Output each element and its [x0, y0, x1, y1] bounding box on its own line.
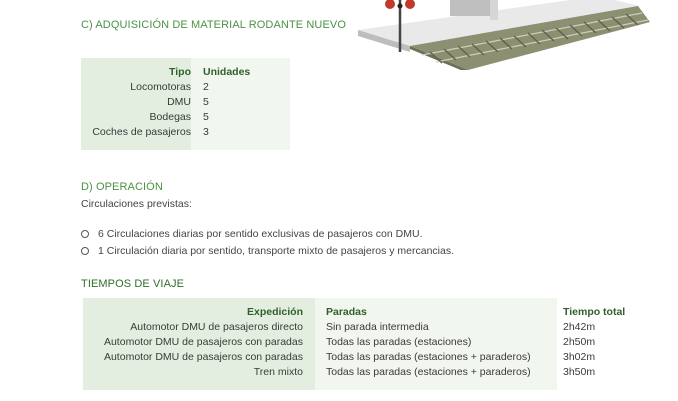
table-cell: 2h50m — [563, 336, 596, 348]
bullet-icon — [81, 247, 89, 255]
table-cell: Sin parada intermedia — [326, 321, 429, 333]
table-cell: Automotor DMU de pasajeros directo — [130, 321, 303, 333]
list-item-text: 6 Circulaciones diarias por sentido exclusivas de pasajeros con DMU. — [98, 228, 423, 240]
table-cell: 3 — [203, 126, 209, 138]
circulations-label: Circulaciones previstas: — [81, 198, 192, 210]
section-c-title: C) ADQUISICIÓN DE MATERIAL RODANTE NUEVO — [81, 19, 346, 31]
table-cell: Automotor DMU de pasajeros con paradas — [103, 351, 303, 363]
list-item — [81, 244, 454, 261]
rolling-stock-table — [81, 58, 290, 150]
header-unidades: Unidades — [203, 66, 251, 78]
table-cell: DMU — [167, 96, 191, 108]
table-cell: 3h50m — [563, 366, 596, 378]
travel-times-table — [83, 298, 626, 390]
table-cell: 3h02m — [563, 351, 596, 363]
list-item — [81, 227, 454, 244]
table-cell: Todas las paradas (estaciones + paraderos) — [326, 366, 531, 378]
list-item-text: 1 Circulación diaria por sentido, transporte mixto de pasajeros y mercancias. — [98, 245, 455, 257]
table-cell: Todas las paradas (estaciones) — [326, 336, 472, 348]
header-tiempo-total: Tiempo total — [563, 306, 626, 318]
header-paradas: Paradas — [326, 306, 367, 318]
bullet-icon — [81, 230, 89, 238]
table-cell: Bodegas — [149, 111, 191, 123]
table-cell: 2 — [203, 81, 209, 93]
circulations-list — [81, 227, 454, 261]
header-expedicion: Expedición — [246, 306, 303, 318]
header-tipo: Tipo — [169, 66, 191, 78]
table-cell: Coches de pasajeros — [92, 126, 191, 138]
table-cell: Automotor DMU de pasajeros con paradas — [103, 336, 303, 348]
table-cell: 5 — [203, 111, 209, 123]
railway-crossing-icon — [350, 0, 650, 70]
table-cell: Todas las paradas (estaciones + paraderos) — [326, 351, 531, 363]
table-cell: Tren mixto — [253, 366, 303, 378]
table-cell: Locomotoras — [130, 81, 191, 93]
section-d-title: D) OPERACIÓN — [81, 181, 163, 193]
table-cell: 2h42m — [563, 321, 596, 333]
travel-times-title: TIEMPOS DE VIAJE — [81, 278, 185, 290]
table-cell: 5 — [203, 96, 209, 108]
